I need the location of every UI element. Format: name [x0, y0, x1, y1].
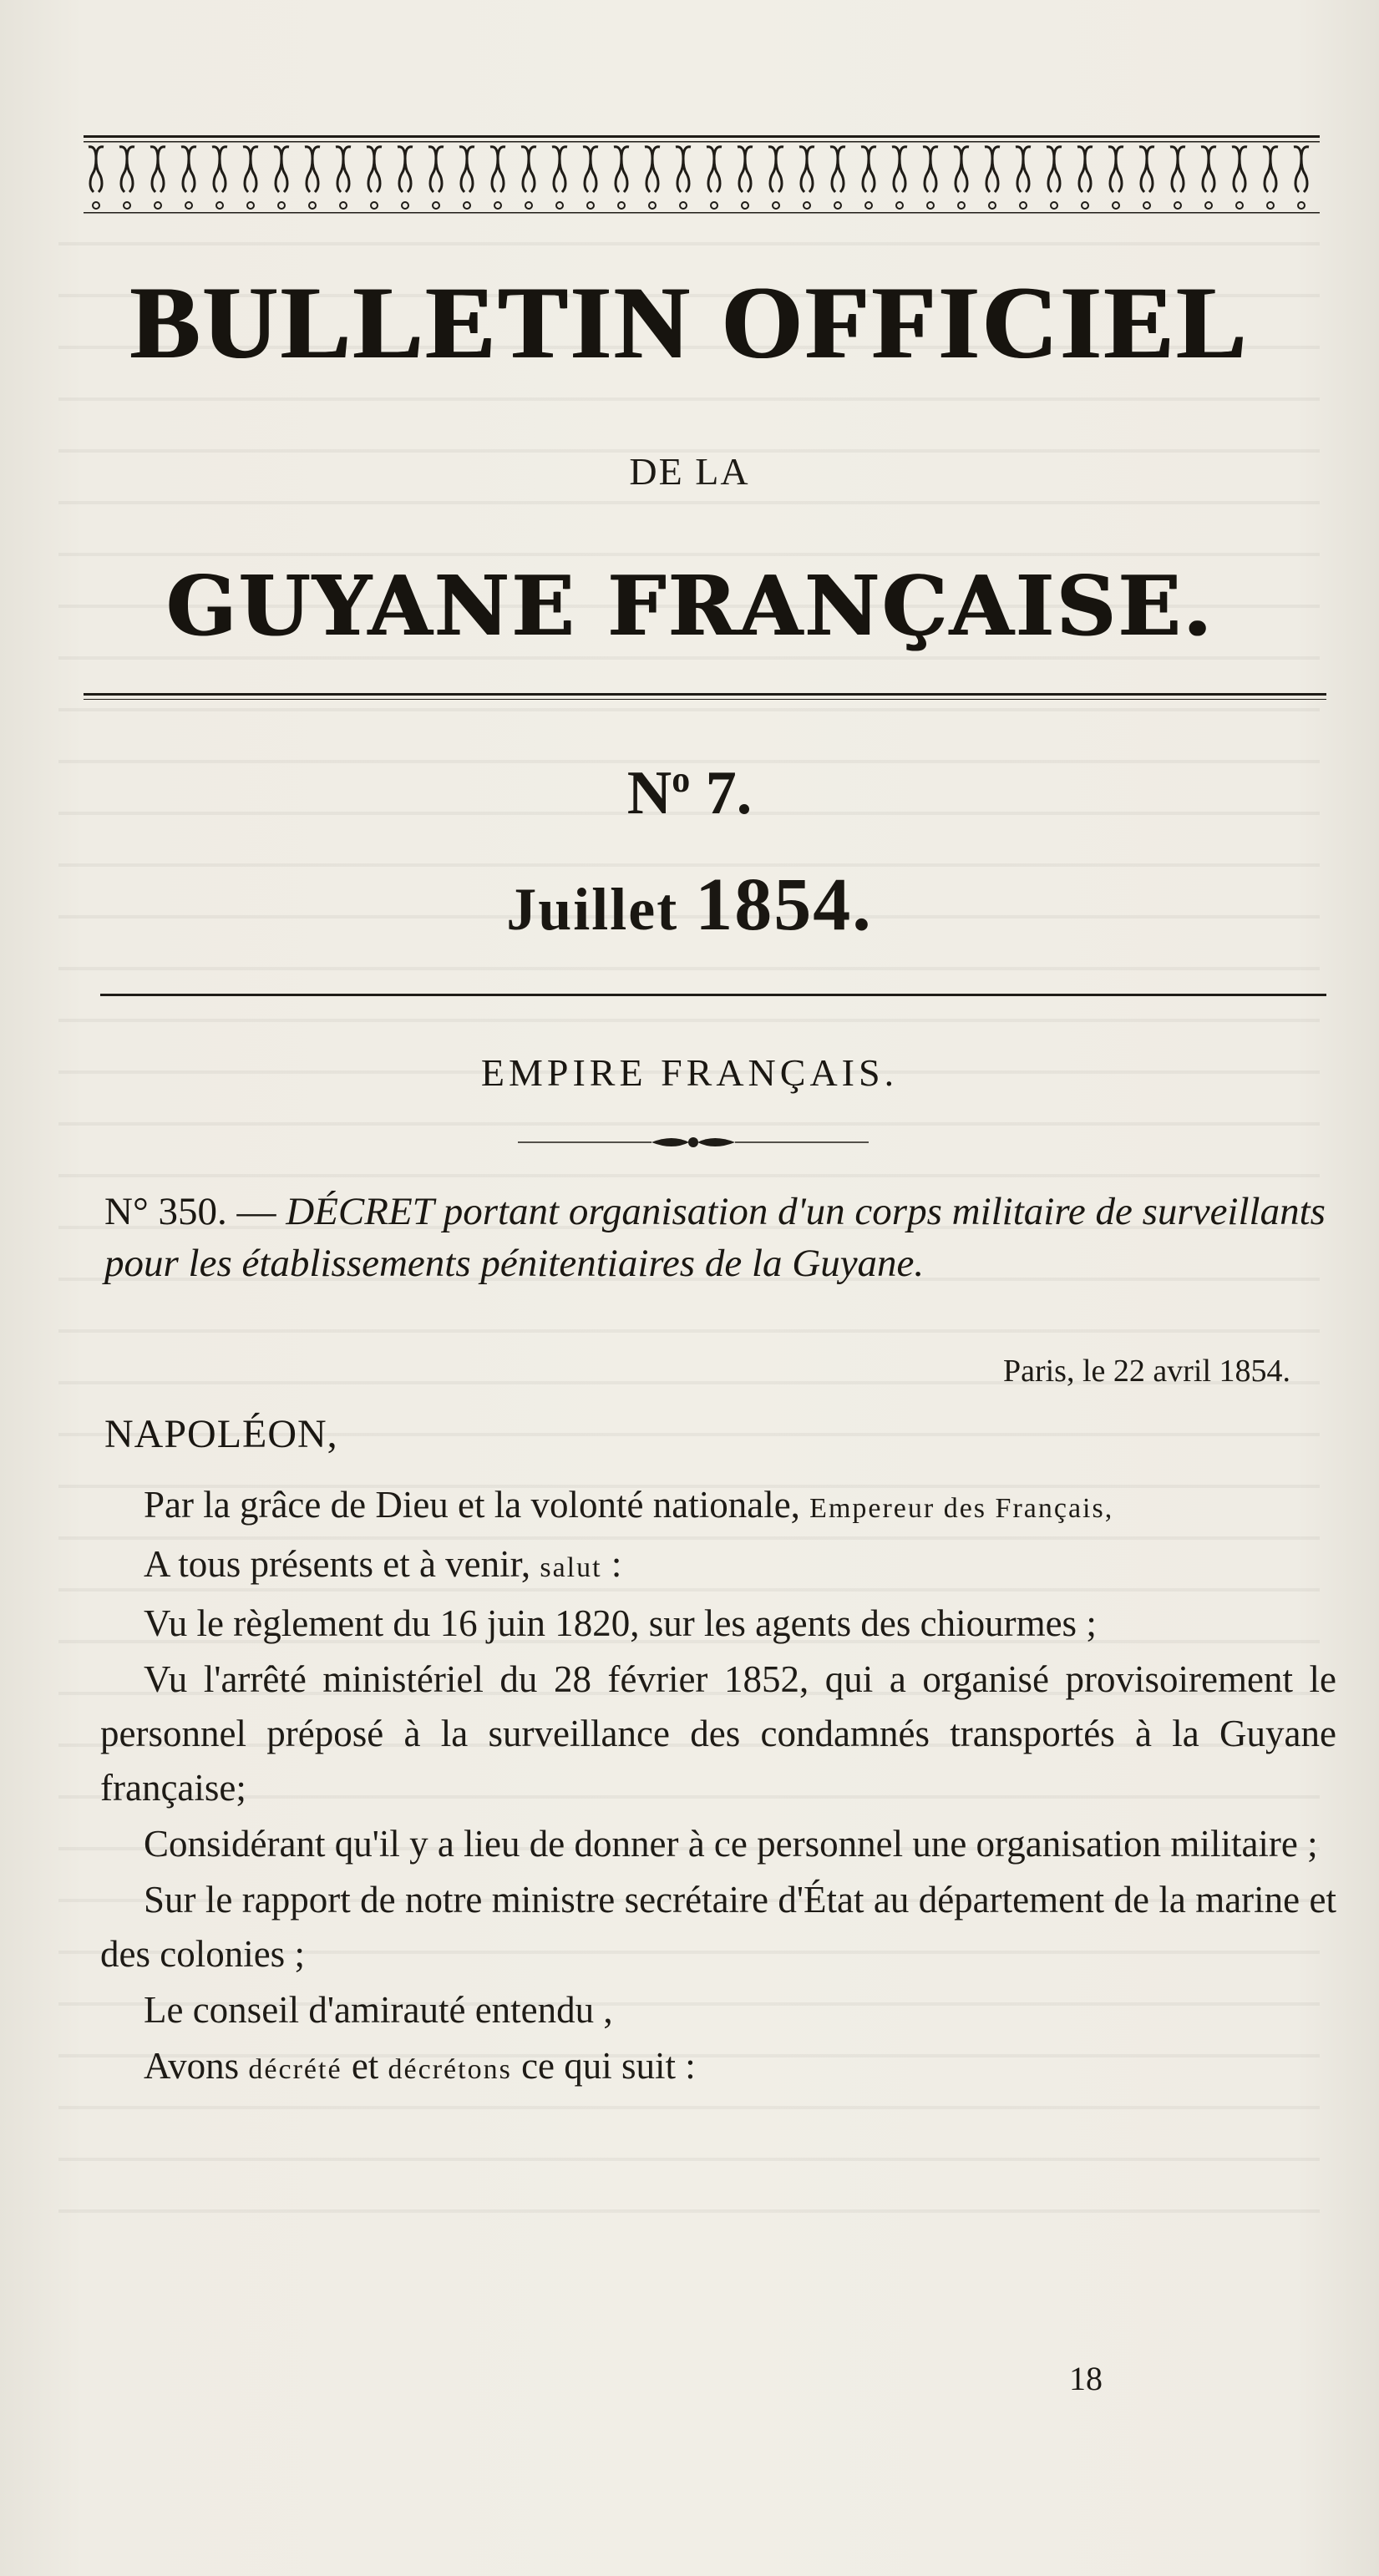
ornament-ring	[464, 202, 470, 209]
ornament-ring	[896, 202, 903, 209]
ornament-loop	[707, 147, 722, 192]
ornament-ring	[93, 202, 99, 209]
flourish-ornament	[518, 1132, 869, 1152]
text-run: :	[601, 1543, 622, 1585]
ornament-loop	[490, 147, 505, 192]
ornament-loop	[1294, 147, 1309, 192]
ornament-loop	[150, 147, 165, 192]
small-caps-text: décrétons	[388, 2054, 512, 2085]
paragraph: Vu l'arrêté ministériel du 28 février 1852, qui a organisé provisoirement le personnel préposé à la surveillance des condamnés transportés à la Guyane française;	[100, 1658, 1336, 1809]
ornament-loop	[459, 147, 474, 192]
ornament-ring	[989, 202, 996, 209]
ornament-loop	[89, 147, 104, 192]
ornament-ring	[556, 202, 563, 209]
ornament-ring	[247, 202, 254, 209]
regime-heading: EMPIRE FRANÇAIS.	[480, 1051, 899, 1094]
ornament-loop	[1139, 147, 1154, 192]
ornament-ring	[865, 202, 872, 209]
ornament-loop	[1201, 147, 1216, 192]
ornament-ring	[1267, 202, 1274, 209]
ornament-ring	[1174, 202, 1181, 209]
text-run: et	[342, 2045, 388, 2087]
ornament-loop	[985, 147, 1000, 192]
ornament-ring	[618, 202, 625, 209]
ornament-loop	[305, 147, 320, 192]
ornament-loop	[1047, 147, 1062, 192]
small-caps-text: Empereur des Français,	[809, 1493, 1114, 1524]
decree-heading	[104, 1186, 1345, 1289]
ornament-loop	[768, 147, 783, 192]
ornament-ring	[1143, 202, 1150, 209]
text-run: ce qui suit :	[511, 2045, 696, 2087]
issue-year: 1854.	[695, 863, 873, 946]
paragraph: Vu le règlement du 16 juin 1820, sur les agents des chiourmes ;	[144, 1602, 1097, 1644]
ornament-loop	[212, 147, 227, 192]
ornament-loop	[336, 147, 351, 192]
issue-number-sup: o	[672, 759, 691, 800]
ornament-ring	[155, 202, 161, 209]
ornament-ring	[711, 202, 717, 209]
ornament-ring	[1205, 202, 1212, 209]
paragraph	[100, 1537, 1336, 1595]
text-run: Avons	[144, 2045, 249, 2087]
ornament-loop	[1077, 147, 1093, 192]
paragraph	[100, 2039, 1336, 2097]
ornament-loop	[861, 147, 876, 192]
ornament-loop	[243, 147, 258, 192]
masthead-rule-thin	[84, 699, 1326, 700]
ornament-ring	[278, 202, 285, 209]
ornament-loop	[428, 147, 444, 192]
decorative-border-ornament	[84, 135, 1320, 219]
masthead-title: BULLETIN OFFICIEL	[129, 266, 1250, 380]
ornament-loop	[738, 147, 753, 192]
ornament-loop	[676, 147, 691, 192]
ornament-loop	[521, 147, 536, 192]
paragraph: Le conseil d'amirauté entendu ,	[144, 1989, 613, 2031]
masthead-de-la: DE LA	[629, 450, 750, 493]
text-run: Par la grâce de Dieu et la volonté nationale,	[144, 1484, 810, 1526]
masthead-subtitle: GUYANE FRANÇAISE.	[165, 559, 1214, 655]
ornament-ring	[309, 202, 316, 209]
page-number: 18	[1069, 2360, 1103, 2397]
ornament-loop	[1016, 147, 1031, 192]
paragraph	[100, 1478, 1336, 1536]
decree-title: DÉCRET portant organisation d'un corps militaire de surveillants pour les établissements pénitentiaires de la Guyane.	[104, 1190, 1326, 1285]
ornament-loop	[830, 147, 845, 192]
ornament-loop	[954, 147, 969, 192]
ornament-ring	[340, 202, 347, 209]
ornament-loop	[799, 147, 814, 192]
small-caps-text: décrété	[248, 2054, 342, 2085]
ornament-ring	[927, 202, 934, 209]
issue-number-value: 7.	[690, 759, 753, 827]
issue-number	[0, 758, 1379, 829]
ornament-ring	[185, 202, 192, 209]
ornament-loop	[1108, 147, 1123, 192]
ornament-loop	[892, 147, 907, 192]
issue-date	[0, 862, 1379, 948]
ornament-ring	[773, 202, 779, 209]
ornament-ring	[525, 202, 532, 209]
ornament-ring	[1113, 202, 1119, 209]
ornament-loop	[645, 147, 660, 192]
ornament-loop	[1232, 147, 1247, 192]
ornament-ring	[402, 202, 408, 209]
paragraph: Considérant qu'il y a lieu de donner à ce personnel une organisation militaire ;	[144, 1823, 1318, 1865]
ornament-ring	[680, 202, 687, 209]
ornament-loop	[1263, 147, 1278, 192]
ornament-ring	[587, 202, 594, 209]
masthead-rule	[84, 693, 1326, 696]
issue-month: Juillet	[506, 876, 696, 943]
ornament-ring	[1082, 202, 1088, 209]
decree-dateline: Paris, le 22 avril 1854.	[1002, 1354, 1290, 1389]
ornament-ring	[433, 202, 439, 209]
ornament-loop	[583, 147, 598, 192]
ornament-ring	[371, 202, 378, 209]
ornament-ring	[124, 202, 130, 209]
ornament-ring	[1236, 202, 1243, 209]
text-run: A tous présents et à venir,	[144, 1543, 540, 1585]
signatory: NAPOLÉON,	[104, 1412, 338, 1456]
ornament-ring	[742, 202, 748, 209]
ornament-loop	[614, 147, 629, 192]
ornament-loop	[398, 147, 413, 192]
ornament-loop	[552, 147, 567, 192]
ornament-loop	[274, 147, 289, 192]
decree-body	[100, 1478, 1336, 2098]
ornament-loop	[181, 147, 196, 192]
small-caps-text: salut	[540, 1552, 602, 1583]
ornament-ring	[834, 202, 841, 209]
ornament-ring	[216, 202, 223, 209]
ornament-loop	[119, 147, 134, 192]
ornament-ring	[649, 202, 656, 209]
ornament-loop	[367, 147, 382, 192]
paragraph: Sur le rapport de notre ministre secrétaire d'État au département de la marine et des colonies ;	[100, 1879, 1336, 1975]
ornament-ring	[1298, 202, 1305, 209]
ornament-ring	[958, 202, 965, 209]
decree-number: N° 350. —	[104, 1190, 286, 1233]
ornament-loop	[923, 147, 938, 192]
issue-rule	[100, 994, 1326, 996]
ornament-ring	[1051, 202, 1057, 209]
ornament-ring	[804, 202, 810, 209]
ornament-loop	[1170, 147, 1185, 192]
ornament-ring	[494, 202, 501, 209]
issue-number-prefix: N	[626, 759, 672, 827]
ornament-ring	[1020, 202, 1027, 209]
